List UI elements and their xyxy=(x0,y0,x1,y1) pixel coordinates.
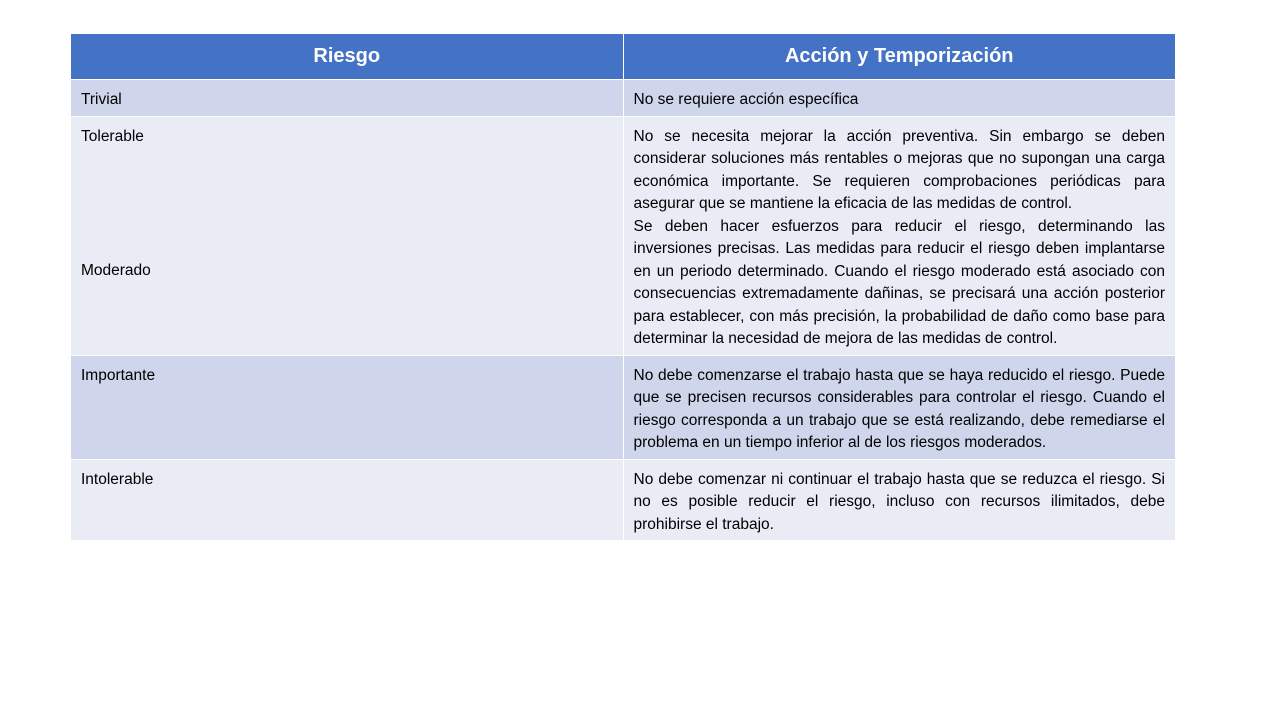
action-cell xyxy=(623,116,1175,355)
risk-level-intolerable: Intolerable xyxy=(81,470,154,488)
table-row xyxy=(71,116,1175,355)
header-risk: Riesgo xyxy=(71,34,623,80)
risk-level-tolerable: Tolerable xyxy=(81,127,144,145)
action-cell xyxy=(623,80,1175,117)
risk-cell xyxy=(71,80,623,117)
table-row xyxy=(71,355,1175,459)
risk-cell xyxy=(71,116,623,355)
action-text-trivial: No se requiere acción específica xyxy=(633,91,859,108)
action-cell xyxy=(623,355,1175,459)
table-row xyxy=(71,459,1175,540)
risk-level-moderado: Moderado xyxy=(81,262,151,279)
action-text-intolerable: No debe comenzar ni continuar el trabajo hasta que se reduzca el riesgo. Si no es posible reducir el riesgo, incluso con recursos ilimitados, debe prohibirse el trabajo. xyxy=(633,470,1165,533)
table-header-row xyxy=(71,34,1175,80)
risk-level-importante: Importante xyxy=(81,366,156,384)
risk-cell xyxy=(71,459,623,540)
action-text-importante: No debe comenzarse el trabajo hasta que se haya reducido el riesgo. Puede que se precisen recursos considerables para controlar el riesgo. Cuando el riesgo corresponda a un trabajo que se está realizando, debe remediarse el problema en un tiempo inferior al de los riesgos moderados. xyxy=(633,366,1165,451)
risk-action-table xyxy=(71,34,1175,540)
action-text-moderado: Se deben hacer esfuerzos para reducir el riesgo, determinando las inversiones precisas. Las medidas para reducir el riesgo deben implantarse en un periodo determinado. Cuando el riesgo moderado está asociado con consecuencias extremadamente dañinas, se precisará una acción posterior para establecer, con más precisión, la probabilidad de daño como base para determinar la necesidad de mejora de las medidas de control. xyxy=(633,217,1165,347)
action-cell xyxy=(623,459,1175,540)
action-text-tolerable: No se necesita mejorar la acción preventiva. Sin embargo se deben considerar soluciones más rentables o mejoras que no supongan una carga económica importante. Se requieren comprobaciones periódicas para asegurar que se mantiene la eficacia de las medidas de control. xyxy=(633,127,1165,212)
risk-level-trivial: Trivial xyxy=(81,91,122,108)
header-action-timing: Acción y Temporización xyxy=(623,34,1175,80)
table-row xyxy=(71,80,1175,117)
risk-cell xyxy=(71,355,623,459)
